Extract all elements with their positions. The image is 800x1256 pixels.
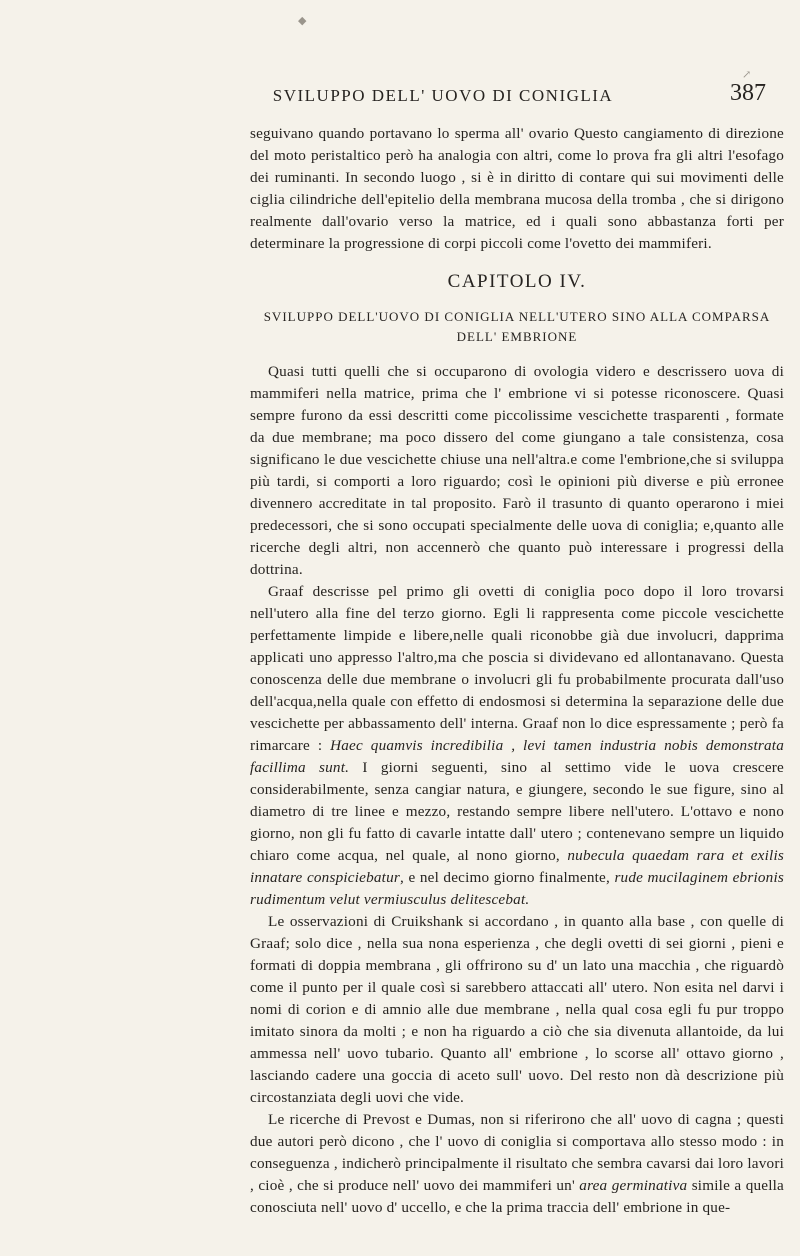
italic-term: area germinativa [579,1177,688,1194]
paragraph [250,1109,784,1219]
paragraph [250,581,784,911]
text-run: , e nel decimo giorno finalmente, [400,869,615,886]
text-run: simile a quella conosciuta nell' uovo d' uccello, e che la prima traccia dell' embrione in que- [250,1177,784,1216]
running-head: SVILUPPO DELL' UOVO DI CONIGLIA [272,86,614,105]
paragraph: seguivano quando portavano lo sperma all' ovario Questo cangiamento di direzione del moto peristaltico però ha analogia con altri, come lo prova fra gli altri l'esofago dei ruminanti. In secondo luogo , si è in diritto di contare qui sui movimenti delle ciglia cilindriche dell'epitelio della membrana mucosa della tromba , che si dirigono realmente dall'ovario verso la matrice, ed i quali sono abbastanza forti per determinare la progressione di corpi piccoli come l'ovetto dei mammiferi. [250,125,784,252]
page-number: 387 [730,80,766,106]
chapter-title: CAPITOLO IV. [447,271,587,292]
paragraph: Le osservazioni di Cruikshank si accordano , in quanto alla base , con quelle di Graaf; solo dice , nella sua nona esperienza , che degli ovetti di sei giorni , pieni e formati di doppia membrana , gli offrirono su d' un lato una macchia , che riguardò come il punto per il quale così si sarebbero attaccati all' utero. Non esita nel darvi i nomi di corion e di amnio alle due membrane , nella qual cosa egli fu pur troppo imitato sinora da molti ; e non ha riguardo a ciò che sia divenuta allantoide, da lui ammessa nell' uovo tubario. Quanto all' embrione , lo scorse all' ottavo giorno , lasciando cadere una goccia di aceto sull' uovo. Del resto non dà descrizione più circostanziata degli uovi che vide. [250,913,784,1106]
section-heading-line: SVILUPPO DELL'UOVO DI CONIGLIA NELL'UTERO SINO ALLA COMPARSA [263,309,771,324]
paragraph: Quasi tutti quelli che si occuparono di ovologia videro e descrissero uova di mammiferi nella matrice, prima che l' embrione vi si potesse riconoscere. Quasi sempre furono da essi descritti come piccolissime vescichette trasparenti , formate da due membrane; ma poco dissero del come giungano a tale consistenza, cosa significano le due vescichette chiuse una nell'altra.e come l'embrione,che si sviluppa più tardi, si comporti a loro riguardo; così le opinioni più diverse e più erronee divennero accreditate in tal proposito. Farò il trasunto di quanto operarono i miei predecessori, che si sono occupati specialmente delle uova di coniglia; e,quanto alle ricerche degli altri, non accennerò che quanto può interessare i progressi della dottrina. [250,363,784,578]
ink-mark: ◆ [298,15,307,27]
body-text [250,123,784,1219]
latin-quote: nubecula quaedam rara et exilis innatare conspiciebatur [250,847,784,886]
text-run: Le ricerche di Prevost e Dumas, non si riferirono che all' uovo di cagna ; questi due autori però dicono , che l' uovo di coniglia si comportava allo stesso modo : in conseguenza , indicherò principalmente il risultato che sembra cavarsi dai loro lavori , cioè , che si produce nell' uovo dei mammiferi un' [250,1111,784,1194]
ink-mark: ↗ [742,69,752,81]
text-run: I giorni seguenti, sino al settimo vide le uova crescere considerabilmente, senza cangiar natura, e giungere, secondo le sue figure, sino al diametro di tre linee e mezzo, restando sempre libere nell'utero. L'ottavo e nono giorno, non gli fu fatto di cavarle intatte dall' utero ; contenevano sempre un liquido chiaro come acqua, nel quale, al nono giorno, [250,759,784,864]
latin-quote: rude mucilaginem ebrionis rudimentum velut vermiusculus delitescebat. [250,869,784,908]
latin-quote: Haec quamvis incredibilia , levi tamen industria nobis demonstrata facillima sunt. [250,737,784,776]
section-heading-line: DELL' EMBRIONE [456,329,578,344]
text-run: Graaf descrisse pel primo gli ovetti di coniglia poco dopo il loro trovarsi nell'utero alla fine del terzo giorno. Egli li rappresenta come piccole vescichette perfettamente limpide e libere,nelle quali riconobbe già due involucri, dapprima applicati uno appresso l'altro,ma che poscia si dividevano ed allontanavano. Questa conoscenza delle due membrane o involucri gli fu probabilmente procurata dall'uso dell'acqua,nella quale con effetto di endosmosi si determina la separazione delle due vescichette per abbassamento dell' interna. Graaf non lo dice espressamente ; però fa rimarcare : [250,583,784,754]
section-heading [250,307,784,347]
